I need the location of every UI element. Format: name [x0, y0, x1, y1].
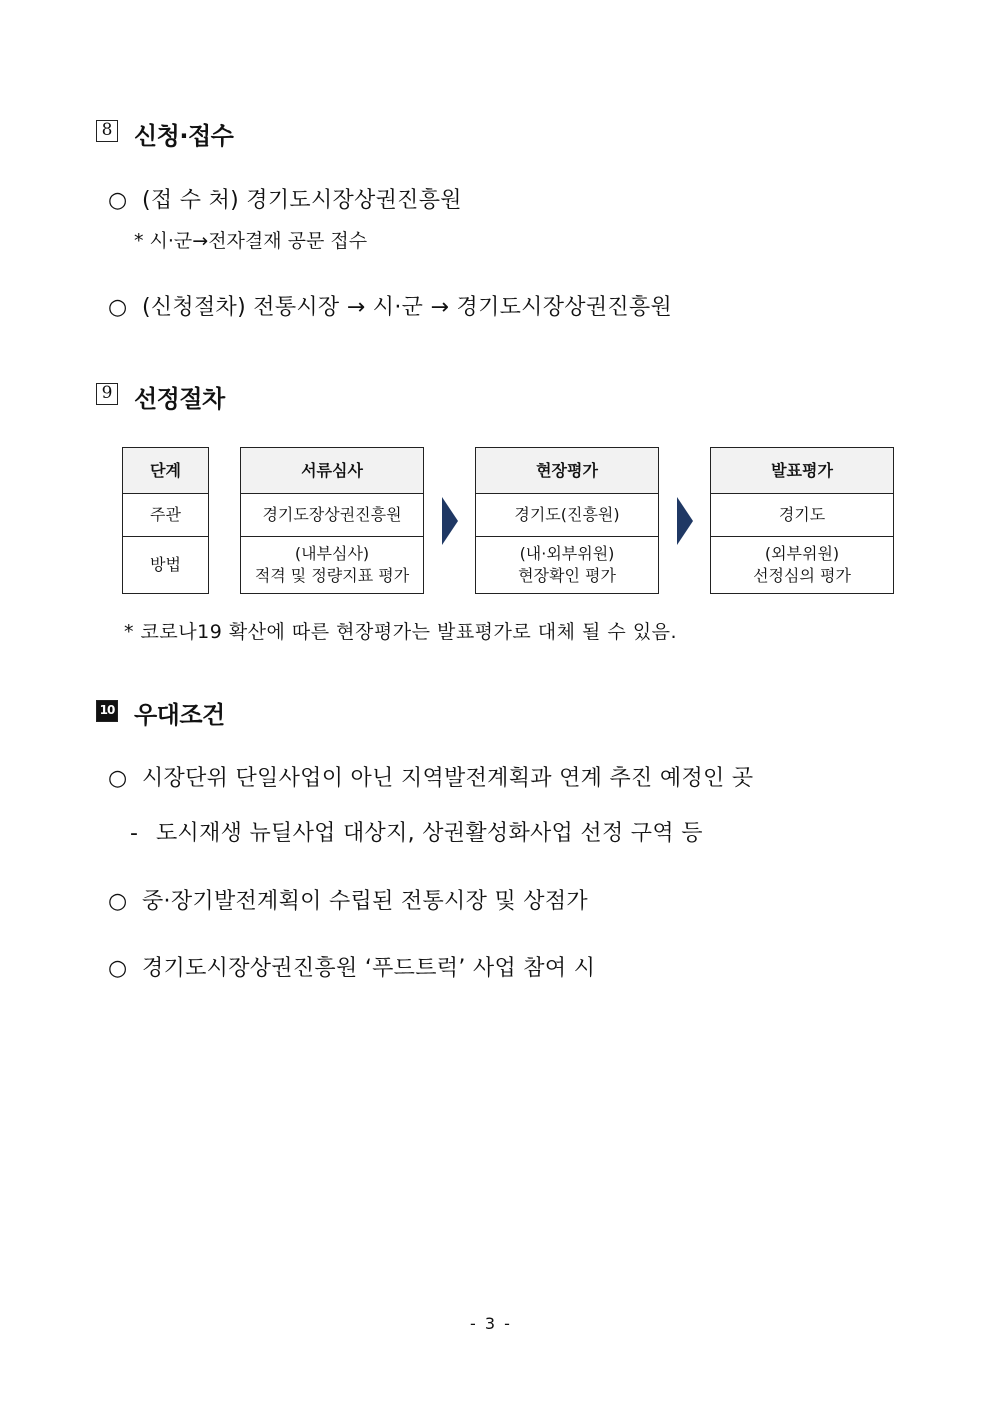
bullet-circle-icon: ○	[108, 188, 128, 213]
stage-method	[241, 537, 424, 594]
note-covid-replacement: * 코로나19 확산에 따른 현장평가는 발표평가로 대체 될 수 있음.	[124, 621, 678, 643]
chevron-right-icon	[442, 497, 458, 545]
list-item-text: 경기도시장상권진흥원 ‘푸드트럭’ 사업 참여 시	[142, 956, 596, 981]
section-title-preferential-conditions: 우대조건	[134, 701, 225, 729]
list-item-regional-plan	[108, 761, 753, 792]
chevron-right-icon	[677, 497, 693, 545]
stage-table-document-review	[240, 447, 424, 594]
stage-label-table	[122, 447, 209, 594]
stage-method-line-1: (내부심사)	[294, 544, 370, 563]
list-item-text: 시장단위 단일사업이 아닌 지역발전계획과 연계 추진 예정인 곳	[142, 766, 754, 791]
stage-table-field-evaluation	[475, 447, 659, 594]
list-item-text: (신청절차) 전통시장 → 시·군 → 경기도시장상권진흥원	[142, 295, 673, 320]
stage-method-line-2: 선정심의 평가	[753, 566, 851, 585]
section-number-8: 8	[96, 120, 118, 142]
bullet-circle-icon: ○	[108, 889, 128, 914]
section-title-selection: 선정절차	[134, 385, 225, 413]
list-item-examples	[130, 816, 703, 847]
list-item-text: (접 수 처) 경기도시장상권진흥원	[142, 188, 462, 213]
row-label-host: 주관	[123, 494, 209, 537]
list-item-text: 도시재생 뉴딜사업 대상지, 상권활성화사업 선정 구역 등	[156, 821, 703, 846]
list-item-food-truck	[108, 951, 595, 982]
list-item-reception	[108, 183, 462, 214]
stage-host: 경기도장상권진흥원	[241, 494, 424, 537]
stage-method	[711, 537, 894, 594]
page-number: - 3 -	[470, 1314, 512, 1333]
stage-method-line-2: 현장확인 평가	[518, 566, 616, 585]
stage-method-line-1: (내·외부위원)	[519, 544, 615, 563]
list-item-procedure	[108, 290, 672, 321]
stage-method-line-2: 적격 및 정량지표 평가	[254, 566, 410, 585]
stage-method	[476, 537, 659, 594]
stage-name: 발표평가	[711, 448, 894, 494]
stage-name: 서류심사	[241, 448, 424, 494]
stage-name: 현장평가	[476, 448, 659, 494]
stage-host: 경기도(진흥원)	[476, 494, 659, 537]
bullet-circle-icon: ○	[108, 956, 128, 981]
section-title-application: 신청·접수	[134, 122, 234, 150]
list-item-development-plan	[108, 884, 588, 915]
row-label-method: 방법	[123, 537, 209, 594]
section-number-9: 9	[96, 383, 118, 405]
row-label-stage: 단계	[123, 448, 209, 494]
note-reception: * 시·군→전자결재 공문 접수	[134, 230, 368, 252]
section-number-10: 10	[96, 700, 118, 722]
stage-table-presentation-evaluation	[710, 447, 894, 594]
bullet-circle-icon: ○	[108, 766, 128, 791]
bullet-circle-icon: ○	[108, 295, 128, 320]
stage-method-line-1: (외부위원)	[764, 544, 840, 563]
stage-host: 경기도	[711, 494, 894, 537]
list-item-text: 중·장기발전계획이 수립된 전통시장 및 상점가	[142, 889, 588, 914]
bullet-dash-icon: -	[130, 821, 139, 846]
